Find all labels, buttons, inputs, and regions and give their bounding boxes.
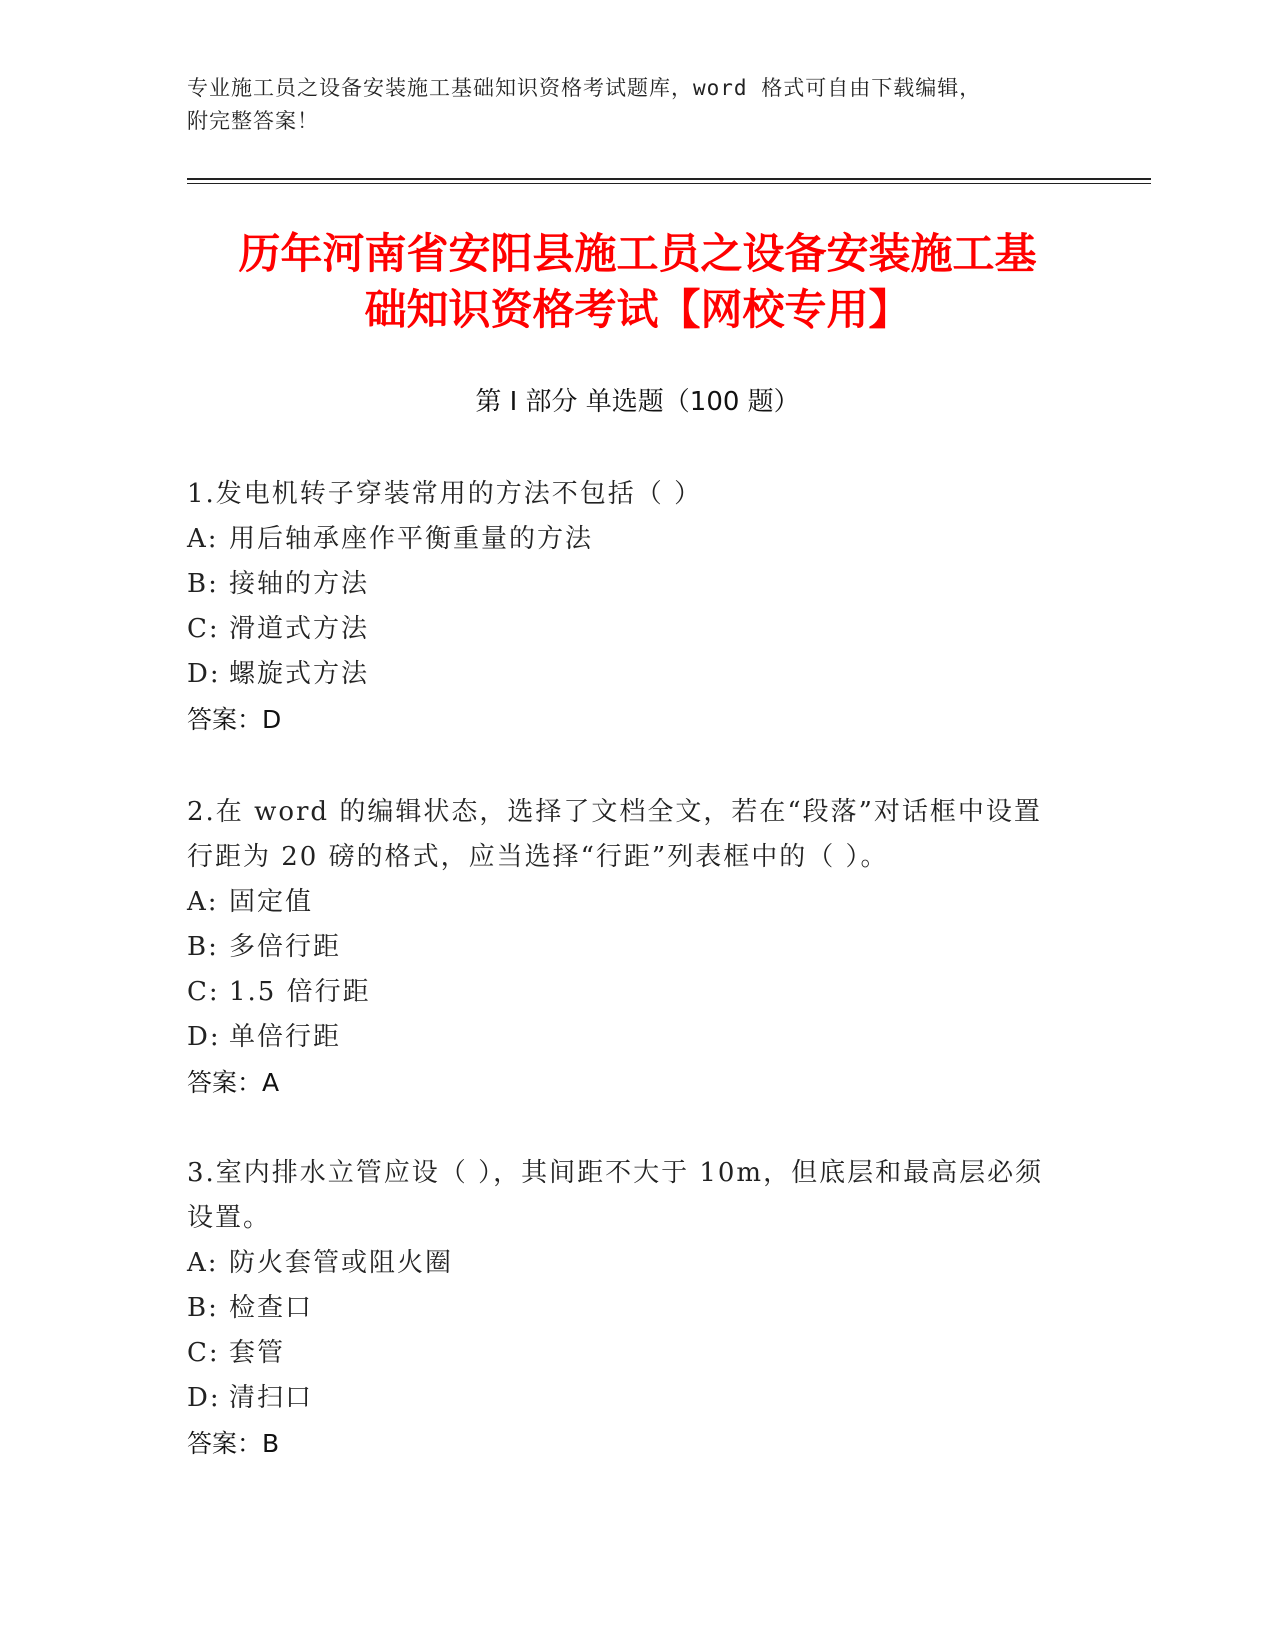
header-note-line: 附完整答案！: [187, 109, 319, 133]
option-text: 螺旋式方法: [229, 659, 370, 689]
option-text: 用后轴承座作平衡重量的方法: [229, 524, 594, 554]
option-letter: B:: [187, 932, 219, 962]
option-a: [187, 517, 1087, 562]
option-a: [187, 880, 1087, 925]
option-letter: B:: [187, 1293, 219, 1323]
option-text: 检查口: [229, 1293, 314, 1323]
header-divider-thin: [187, 183, 1151, 184]
option-letter: C:: [187, 614, 220, 644]
answer-label: 答案：D: [187, 705, 282, 734]
option-letter: C:: [187, 1338, 220, 1368]
option-letter: A:: [187, 887, 219, 917]
question-stem: 行距为 20 磅的格式，应当选择“行距”列表框中的（ ）。: [187, 842, 889, 872]
question-stem: 3.室内排水立管应设（ ），其间距不大于 10m，但底层和最高层必须: [187, 1158, 1044, 1188]
option-b: [187, 562, 1087, 607]
header-note: [187, 72, 1087, 138]
question-block: [187, 790, 1087, 1105]
answer-label: 答案：B: [187, 1429, 280, 1458]
header-divider: [187, 178, 1151, 180]
option-text: 接轴的方法: [229, 569, 370, 599]
option-letter: D:: [187, 659, 221, 689]
option-letter: A:: [187, 1248, 219, 1278]
option-letter: A:: [187, 524, 219, 554]
option-text: 多倍行距: [229, 932, 342, 962]
option-text: 1.5 倍行距: [229, 977, 371, 1007]
option-b: [187, 925, 1087, 970]
question-block: [187, 1151, 1087, 1466]
question-block: [187, 472, 1087, 742]
section-heading: 第 I 部分 单选题（100 题）: [475, 387, 800, 417]
question-stem: 1.发电机转子穿装常用的方法不包括（ ）: [187, 479, 703, 509]
option-text: 滑道式方法: [229, 614, 370, 644]
header-note-line: 专业施工员之设备安装施工基础知识资格考试题库，word 格式可自由下载编辑，: [187, 76, 982, 100]
option-d: [187, 1376, 1087, 1421]
option-letter: D:: [187, 1383, 221, 1413]
option-letter: D:: [187, 1022, 221, 1052]
option-text: 单倍行距: [229, 1022, 342, 1052]
option-c: [187, 1331, 1087, 1376]
option-text: 套管: [229, 1338, 286, 1368]
option-a: [187, 1241, 1087, 1286]
question-stem: 设置。: [187, 1203, 272, 1233]
question-stem: 2.在 word 的编辑状态，选择了文档全文，若在“段落”对话框中设置: [187, 797, 1042, 827]
option-c: [187, 607, 1087, 652]
option-text: 防火套管或阻火圈: [229, 1248, 454, 1278]
option-text: 固定值: [229, 887, 314, 917]
option-letter: B:: [187, 569, 219, 599]
document-title-line: 础知识资格考试【网校专用】: [364, 285, 911, 334]
document-title-line: 历年河南省安阳县施工员之设备安装施工基: [238, 229, 1037, 278]
option-text: 清扫口: [229, 1383, 314, 1413]
answer-label: 答案：A: [187, 1068, 280, 1097]
option-c: [187, 970, 1087, 1015]
option-letter: C:: [187, 977, 220, 1007]
option-b: [187, 1286, 1087, 1331]
option-d: [187, 1015, 1087, 1060]
option-d: [187, 652, 1087, 697]
document-title: [150, 226, 1125, 338]
